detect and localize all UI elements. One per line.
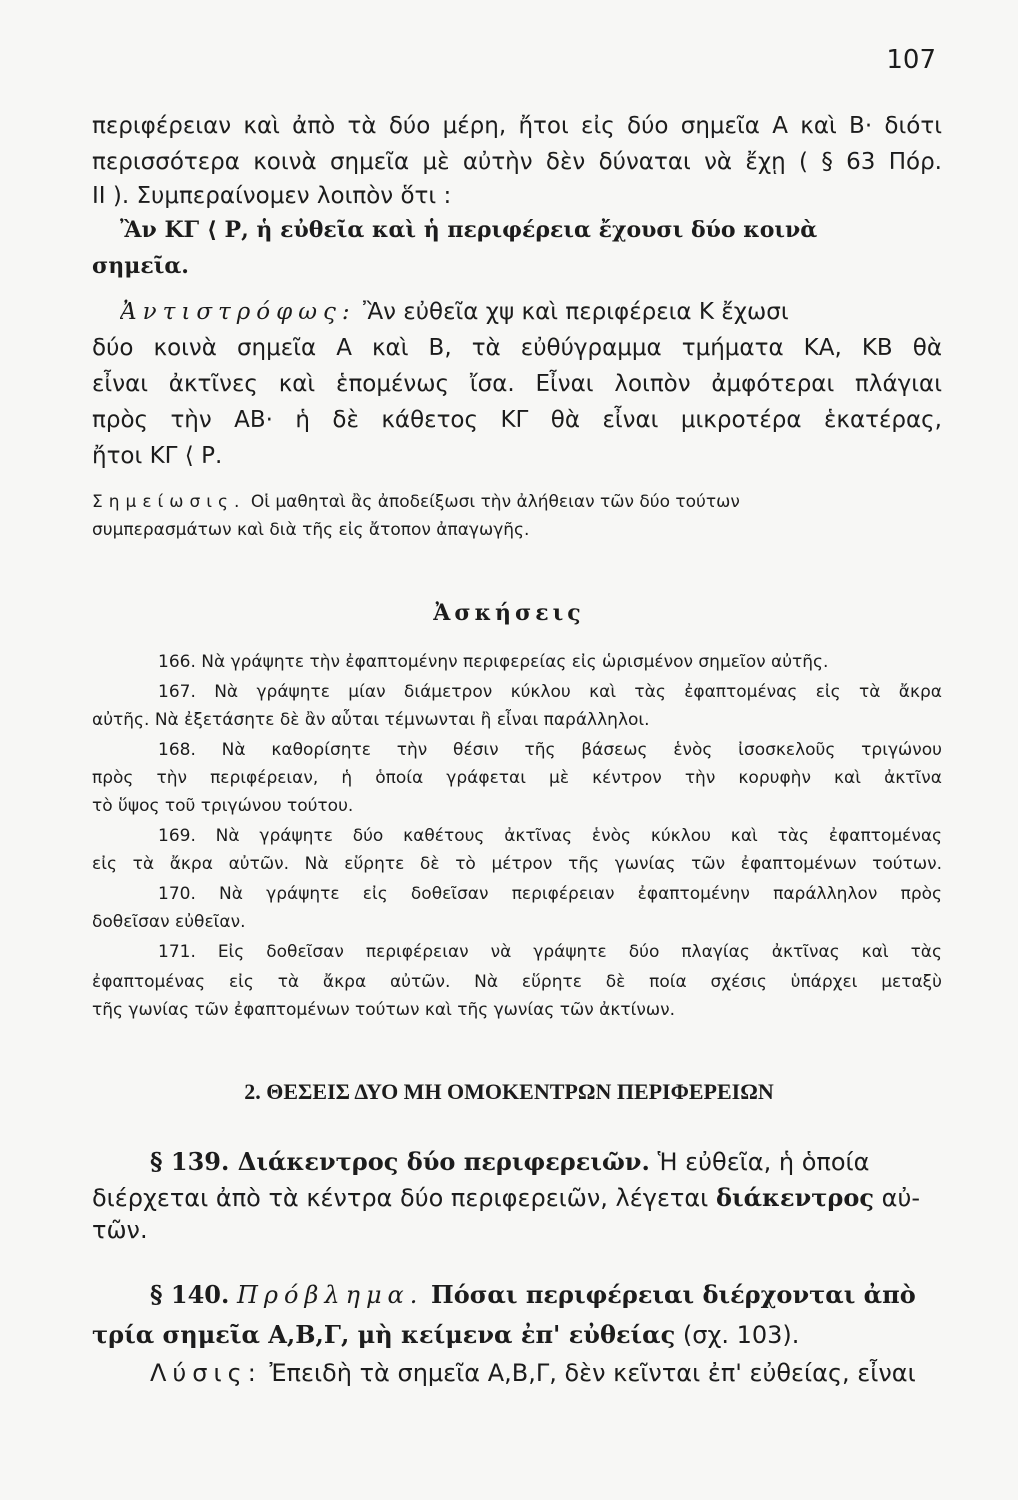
converse-line: εἶναι ἀκτῖνες καὶ ἑπομένως ἴσα. Εἶναι λοιπὸν ἀμφότεραι πλάγιαι [92, 371, 942, 397]
exercise-line: 167. Νὰ γράψητε μίαν διάμετρον κύκλου καὶ τὰς ἐφαπτομένας εἰς τὰ ἄκρα [158, 682, 942, 702]
note-line: συμπερασμάτων καὶ διὰ τῆς εἰς ἄτοπον ἀπαγωγῆς. [92, 520, 530, 540]
p140-solution-line [150, 1356, 942, 1390]
section-heading: 2. ΘΕΣΕΙΣ ΔΥΟ ΜΗ ΟΜΟΚΕΝΤΡΩΝ ΠΕΡΙΦΕΡΕΙΩΝ [244, 1079, 774, 1104]
note-text: Οἱ μαθηταὶ ἂς ἀποδείξωσι τὴν ἀλήθειαν τῶν δύο τούτων [250, 492, 740, 512]
intro-line: περιφέρειαν καὶ ἀπὸ τὰ δύο μέρη, ἤτοι εἰς δύο σημεῖα Α καὶ Β· διότι [92, 113, 942, 139]
p140-first-line [150, 1278, 942, 1312]
exercise-line: τὸ ὕψος τοῦ τριγώνου τούτου. [92, 796, 354, 816]
solution-text: Ἐπειδὴ τὰ σημεῖα Α,Β,Γ, δὲν κεῖνται ἐπ' εὐθείας, εἶναι [269, 1359, 916, 1387]
converse-line: πρὸς τὴν ΑΒ· ἡ δὲ κάθετος ΚΓ θὰ εἶναι μικροτέρα ἑκατέρας, [92, 407, 942, 433]
conclusion-line: Ἂν ΚΓ ⟨ Ρ, ἡ εὐθεῖα καὶ ἡ περιφέρεια ἔχουσι δύο κοινὰ [120, 217, 818, 243]
p140-figure-ref: (σχ. 103). [682, 1321, 800, 1349]
converse-first-line [120, 296, 942, 328]
p139-text: αὐ- [881, 1184, 921, 1212]
exercises-heading: Ἀσκήσεις [433, 600, 585, 626]
converse-label: Ἀντιστρόφως: [120, 299, 356, 325]
intro-line: ΙΙ ). Συμπεραίνομεν λοιπὸν ὅτι : [92, 183, 452, 209]
p140-label: § 140. [150, 1280, 230, 1309]
converse-line: ἤτοι ΚΓ ⟨ Ρ. [92, 443, 223, 469]
conclusion-line: σημεῖα. [92, 253, 189, 279]
p139-second-line [92, 1181, 942, 1215]
converse-line: δύο κοινὰ σημεῖα Α καὶ Β, τὰ εὐθύγραμμα τμήματα ΚΑ, ΚΒ θὰ [92, 335, 942, 361]
page-number: 107 [886, 45, 936, 75]
p140-second-line [92, 1318, 942, 1352]
exercise-line: 169. Νὰ γράψητε δύο καθέτους ἀκτῖνας ἑνὸς κύκλου καὶ τὰς ἐφαπτομένας [158, 826, 942, 846]
p140-title: τρία σημεῖα Α,Β,Γ, μὴ κείμενα ἐπ' εὐθείας [92, 1320, 676, 1349]
exercise-line: 171. Εἰς δοθεῖσαν περιφέρειαν νὰ γράψητε δύο πλαγίας ἀκτῖνας καὶ τὰς [158, 942, 942, 962]
converse-text: Ἂν εὐθεῖα χψ καὶ περιφέρεια Κ ἔχωσι [362, 299, 789, 325]
p139-first-line [150, 1145, 942, 1179]
solution-label: Λύσις: [150, 1359, 262, 1387]
p139-term: διάκεντρος [715, 1183, 875, 1212]
exercise-line: εἰς τὰ ἄκρα αὐτῶν. Νὰ εὕρητε δὲ τὸ μέτρον τῆς γωνίας τῶν ἐφαπτομένων τούτων. [92, 854, 942, 874]
exercise-line: 170. Νὰ γράψητε εἰς δοθεῖσαν περιφέρειαν ἐφαπτομένην παράλληλον πρὸς [158, 884, 942, 904]
exercise-line: 166. Νὰ γράψητε τὴν ἐφαπτομένην περιφερείας εἰς ὡρισμένον σημεῖον αὐτῆς. [158, 652, 829, 672]
note-label: Σημείωσις. [92, 492, 246, 512]
exercise-line: πρὸς τὴν περιφέρειαν, ἡ ὁποία γράφεται μὲ κέντρον τὴν κορυφὴν καὶ ἀκτῖνα [92, 768, 942, 788]
intro-line: περισσότερα κοινὰ σημεῖα μὲ αὐτὴν δὲν δύναται νὰ ἔχῃ ( § 63 Πόρ. [92, 149, 942, 175]
p139-text: διέρχεται ἀπὸ τὰ κέντρα δύο περιφερειῶν, λέγεται [92, 1184, 709, 1212]
exercise-line: αὐτῆς. Νὰ ἐξετάσητε δὲ ἂν αὗται τέμνωνται ἢ εἶναι παράλληλοι. [92, 710, 650, 730]
p139-line: τῶν. [92, 1216, 148, 1244]
exercise-line: δοθεῖσαν εὐθεῖαν. [92, 912, 246, 932]
exercise-line: 168. Νὰ καθορίσητε τὴν θέσιν τῆς βάσεως ἑνὸς ἰσοσκελοῦς τριγώνου [158, 740, 942, 760]
p139-label: § 139. Διάκεντρος δύο περιφερειῶν. [150, 1147, 650, 1176]
p140-italic-label: Πρόβλημα. [237, 1281, 424, 1309]
exercise-line: ἐφαπτομένας εἰς τὰ ἄκρα αὐτῶν. Νὰ εὕρητε δὲ ποία σχέσις ὑπάρχει μεταξὺ [92, 972, 942, 992]
note-first-line [92, 490, 942, 514]
p139-text: Ἡ εὐθεῖα, ἡ ὁποία [657, 1148, 870, 1176]
exercise-line: τῆς γωνίας τῶν ἐφαπτομένων τούτων καὶ τῆς γωνίας τῶν ἀκτίνων. [92, 1000, 675, 1020]
p140-title: Πόσαι περιφέρειαι διέρχονται ἀπὸ [431, 1280, 916, 1309]
